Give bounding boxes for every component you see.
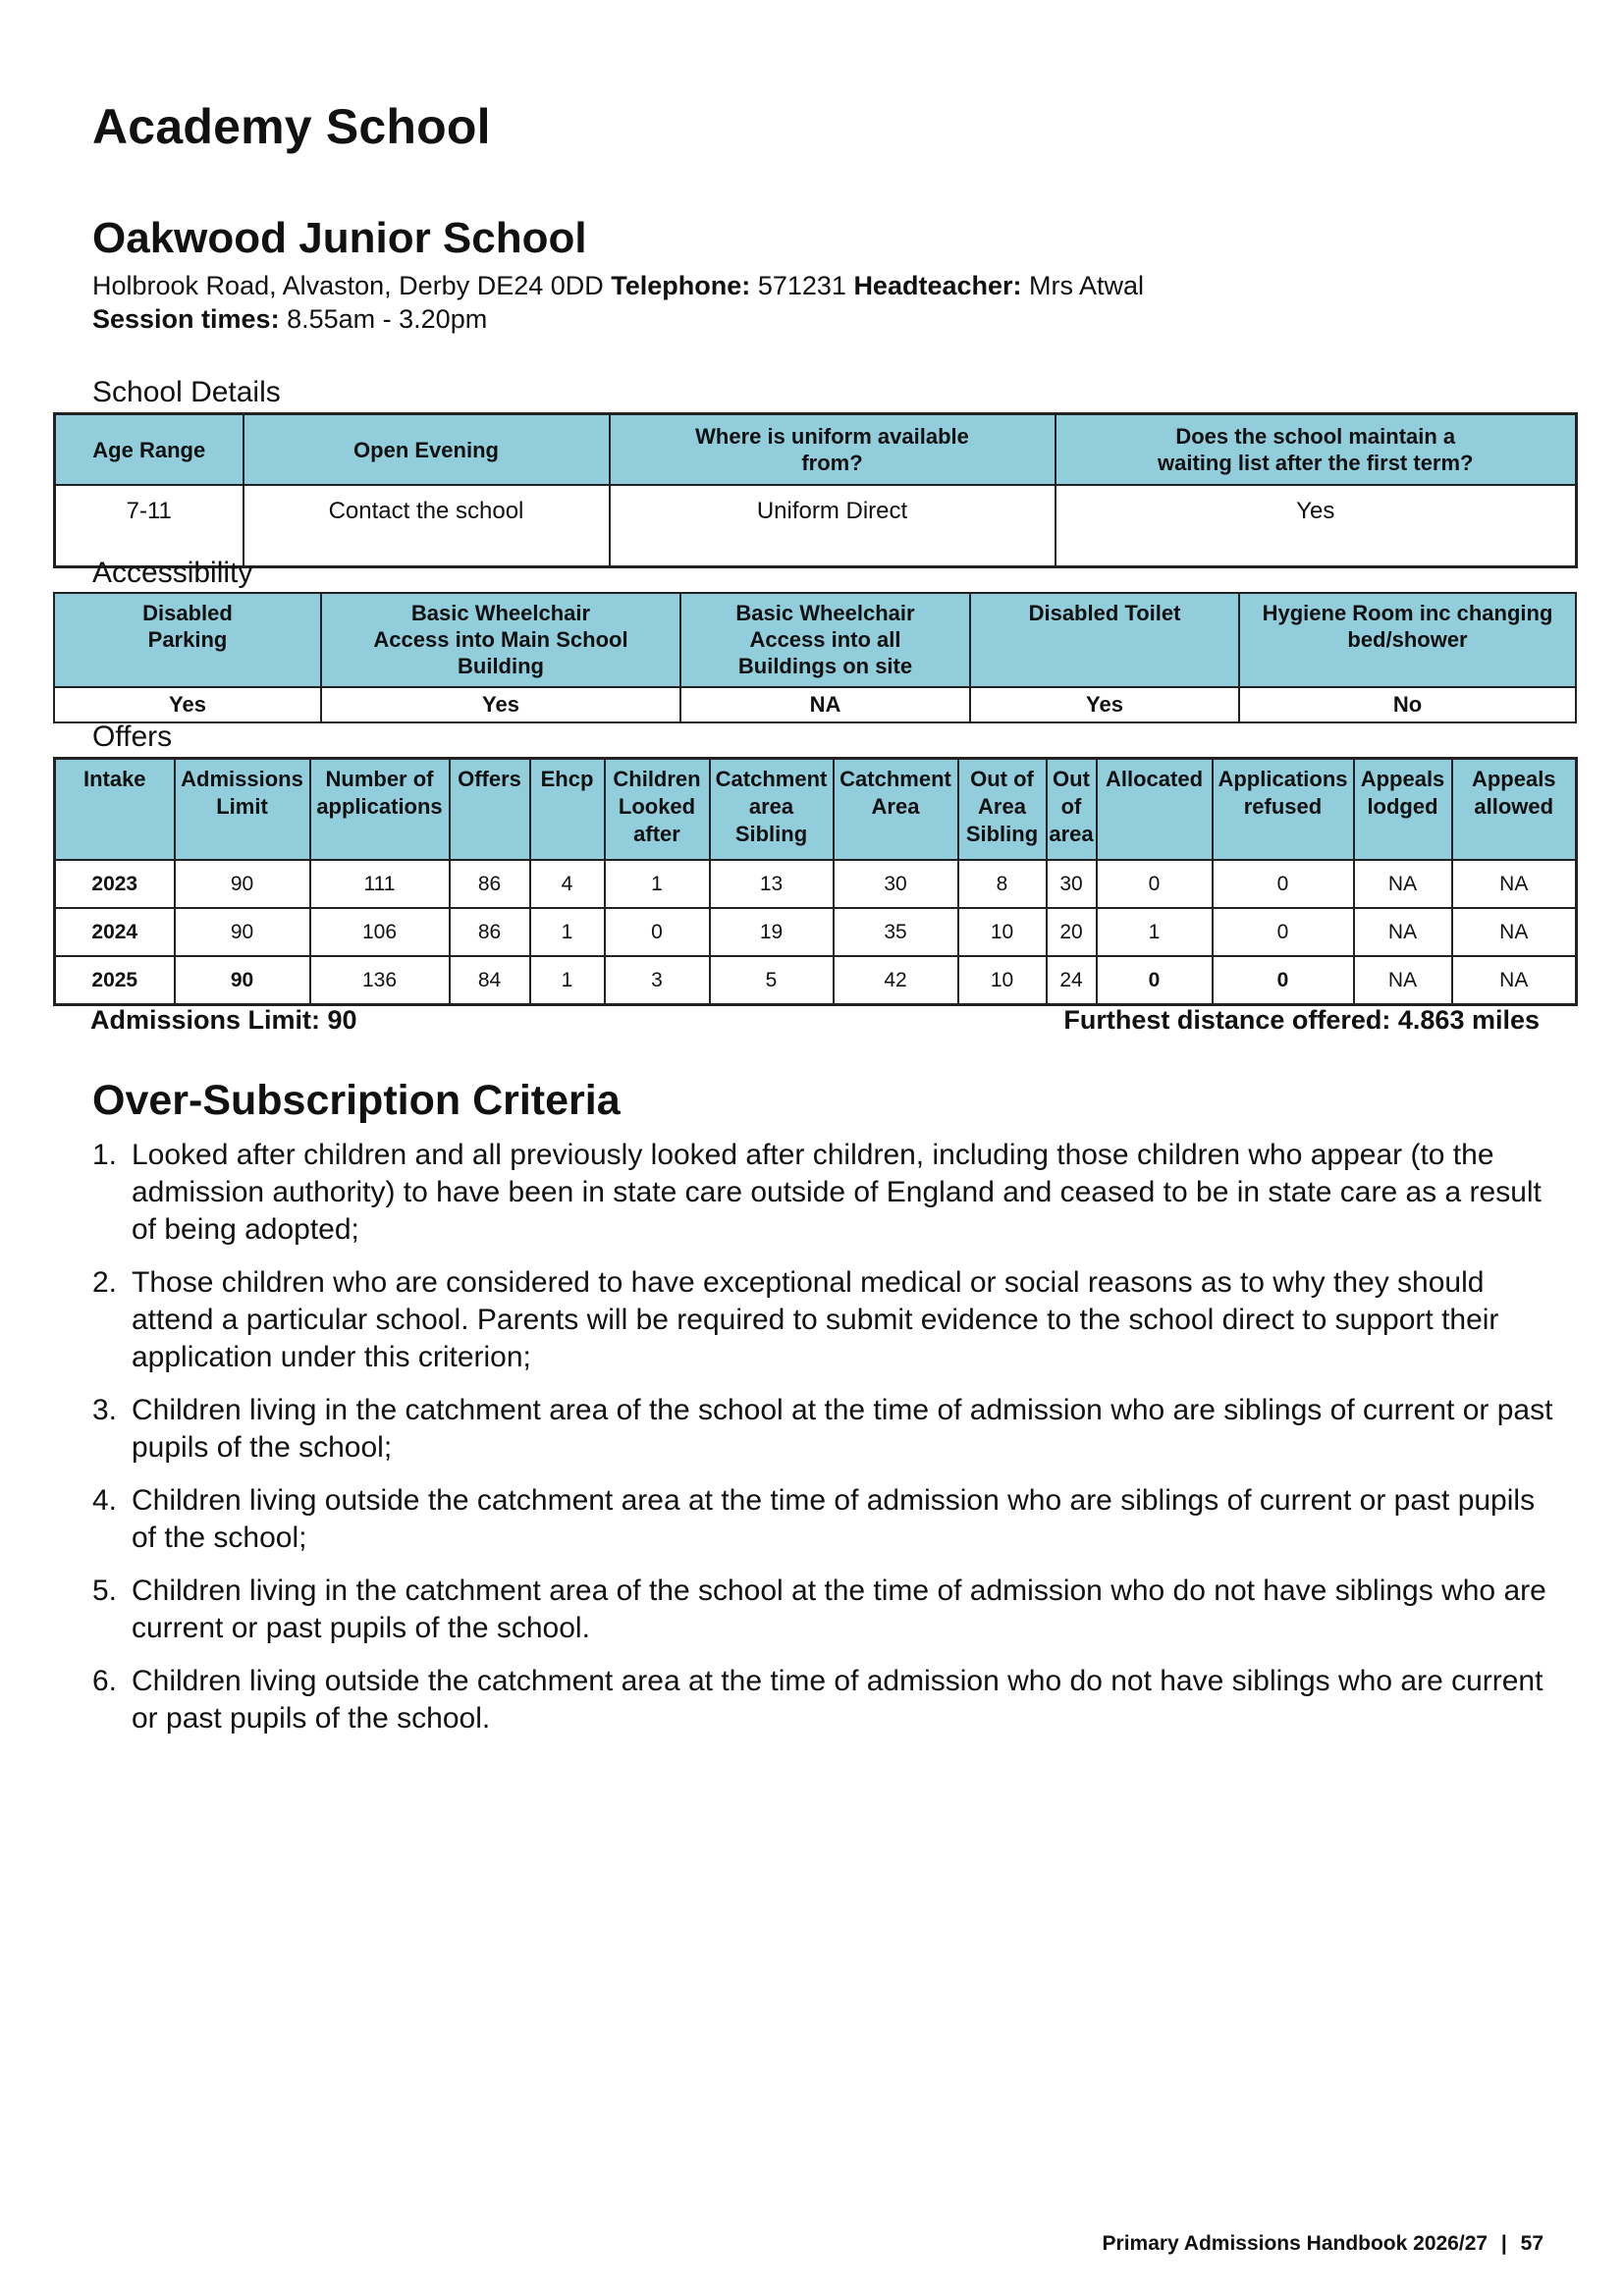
table-cell: 136 — [310, 956, 450, 1005]
table-cell: 84 — [450, 956, 530, 1005]
page-category-title: Academy School — [92, 99, 491, 154]
table-cell: 7-11 — [55, 485, 244, 567]
school-contact-info — [92, 269, 1144, 336]
table-cell: 19 — [710, 908, 834, 956]
table-header: Disabled Parking — [54, 593, 321, 687]
table-header: Catchment Area — [834, 759, 958, 861]
school-address: Holbrook Road, Alvaston, Derby DE24 0DD — [92, 271, 604, 300]
criteria-list — [92, 1137, 1555, 1753]
table-cell: NA — [1452, 956, 1577, 1005]
table-header: Number of applications — [310, 759, 450, 861]
admissions-limit-summary: Admissions Limit: 90 — [90, 1005, 357, 1035]
table-header: Appeals allowed — [1452, 759, 1577, 861]
table-cell: 0 — [1213, 860, 1354, 908]
table-cell: 13 — [710, 860, 834, 908]
session-times: 8.55am - 3.20pm — [287, 304, 488, 334]
table-header: Intake — [55, 759, 175, 861]
table-cell: 2024 — [55, 908, 175, 956]
table-cell: 3 — [605, 956, 710, 1005]
table-header: Catchment area Sibling — [710, 759, 834, 861]
table-header: Hygiene Room inc changing bed/shower — [1239, 593, 1576, 687]
handbook-title: Primary Admissions Handbook 2026/27 — [1102, 2232, 1489, 2255]
page-footer — [1103, 2232, 1543, 2256]
table-cell: 20 — [1047, 908, 1097, 956]
table-cell: 0 — [1213, 908, 1354, 956]
table-cell: 90 — [175, 956, 310, 1005]
footer-separator: | — [1500, 2232, 1507, 2255]
table-header-row — [54, 593, 1576, 687]
list-item — [92, 1264, 1555, 1376]
list-item-text: Children living outside the catchment area at the time of admission who do not have siblings who are current or past pupils of the school. — [132, 1665, 1543, 1735]
offers-label: Offers — [92, 721, 173, 753]
table-header: Does the school maintain a waiting list after the first term? — [1056, 414, 1577, 486]
table-cell: NA — [1354, 860, 1452, 908]
list-item-number: 2. — [92, 1266, 118, 1299]
table-header: Out of Area Sibling — [958, 759, 1047, 861]
table-cell: 2023 — [55, 860, 175, 908]
table-cell: NA — [680, 687, 970, 722]
table-header: Applications refused — [1213, 759, 1354, 861]
list-item-number: 5. — [92, 1575, 118, 1607]
table-cell: 106 — [310, 908, 450, 956]
address-line — [92, 269, 1144, 302]
school-details-label: School Details — [92, 376, 281, 408]
list-item-text: Children living in the catchment area of the school at the time of admission who do not have siblings who are current or past pupils of the school. — [132, 1575, 1546, 1644]
table-cell: 86 — [450, 860, 530, 908]
table-cell: Yes — [1056, 485, 1577, 567]
table-cell: Yes — [54, 687, 321, 722]
table-header: Appeals lodged — [1354, 759, 1452, 861]
table-cell: 30 — [1047, 860, 1097, 908]
table-cell: 0 — [605, 908, 710, 956]
table-cell: 111 — [310, 860, 450, 908]
table-header: Disabled Toilet — [970, 593, 1239, 687]
list-item-number: 3. — [92, 1394, 118, 1426]
list-item — [92, 1392, 1555, 1467]
table-cell: 24 — [1047, 956, 1097, 1005]
table-cell: Contact the school — [244, 485, 610, 567]
session-line — [92, 302, 1144, 336]
table-header: Offers — [450, 759, 530, 861]
table-cell: 0 — [1097, 860, 1213, 908]
table-cell: Yes — [321, 687, 680, 722]
table-header-row — [55, 759, 1577, 861]
table-cell: Yes — [970, 687, 1239, 722]
table-cell: NA — [1354, 908, 1452, 956]
table-cell: 5 — [710, 956, 834, 1005]
table-cell: 4 — [530, 860, 605, 908]
table-cell: 0 — [1097, 956, 1213, 1005]
table-cell: 2025 — [55, 956, 175, 1005]
table-row — [55, 908, 1577, 956]
table-cell: NA — [1452, 860, 1577, 908]
table-cell: 42 — [834, 956, 958, 1005]
criteria-title: Over-Subscription Criteria — [92, 1077, 621, 1124]
list-item-text: Children living outside the catchment area at the time of admission who are siblings of current or past pupils of the school; — [132, 1484, 1536, 1554]
session-label: Session times: — [92, 304, 280, 334]
list-item-number: 6. — [92, 1665, 118, 1697]
school-details-table — [53, 412, 1578, 568]
table-header: Basic Wheelchair Access into Main School Building — [321, 593, 680, 687]
table-row — [54, 687, 1576, 722]
table-cell: 10 — [958, 956, 1047, 1005]
table-row — [55, 956, 1577, 1005]
table-cell: 1 — [530, 908, 605, 956]
list-item-text: Those children who are considered to have exceptional medical or social reasons as to why they should attend a particular school. Parents will be required to submit evidence to the school direct to support their application under this criterion; — [132, 1266, 1499, 1373]
offers-table — [53, 757, 1578, 1006]
page-number: 57 — [1520, 2232, 1543, 2255]
accessibility-table — [53, 592, 1577, 723]
list-item-number: 1. — [92, 1139, 118, 1171]
table-header: Admissions Limit — [175, 759, 310, 861]
list-item — [92, 1573, 1555, 1647]
telephone-label: Telephone: — [611, 271, 751, 300]
telephone-value: 571231 — [757, 271, 846, 300]
table-cell: 35 — [834, 908, 958, 956]
table-header: Age Range — [55, 414, 244, 486]
accessibility-label: Accessibility — [92, 557, 253, 589]
furthest-distance-summary: Furthest distance offered: 4.863 miles — [1063, 1005, 1540, 1035]
table-cell: 30 — [834, 860, 958, 908]
list-item-number: 4. — [92, 1484, 118, 1517]
headteacher-label: Headteacher: — [853, 271, 1022, 300]
table-header: Out of area — [1047, 759, 1097, 861]
table-header: Where is uniform available from? — [610, 414, 1056, 486]
table-cell: 10 — [958, 908, 1047, 956]
school-name: Oakwood Junior School — [92, 214, 587, 262]
list-item-text: Children living in the catchment area of the school at the time of admission who are siblings of current or past pupils of the school; — [132, 1394, 1553, 1464]
list-item-text: Looked after children and all previously looked after children, including those children who appear (to the admission authority) to have been in state care outside of England and ceased to be in state care as a result of being adopted; — [132, 1139, 1542, 1246]
table-cell: 1 — [605, 860, 710, 908]
table-cell: Uniform Direct — [610, 485, 1056, 567]
table-cell: NA — [1452, 908, 1577, 956]
table-row — [55, 485, 1577, 567]
table-header: Ehcp — [530, 759, 605, 861]
list-item — [92, 1137, 1555, 1249]
table-cell: 1 — [530, 956, 605, 1005]
table-cell: 86 — [450, 908, 530, 956]
list-item — [92, 1482, 1555, 1557]
table-header: Open Evening — [244, 414, 610, 486]
table-cell: 90 — [175, 860, 310, 908]
table-cell: NA — [1354, 956, 1452, 1005]
table-cell: 1 — [1097, 908, 1213, 956]
table-header: Children Looked after — [605, 759, 710, 861]
table-header-row — [55, 414, 1577, 486]
table-cell: 8 — [958, 860, 1047, 908]
table-cell: 0 — [1213, 956, 1354, 1005]
headteacher-value: Mrs Atwal — [1029, 271, 1145, 300]
table-header: Basic Wheelchair Access into all Buildings on site — [680, 593, 970, 687]
table-header: Allocated — [1097, 759, 1213, 861]
list-item — [92, 1663, 1555, 1737]
table-row — [55, 860, 1577, 908]
table-cell: No — [1239, 687, 1576, 722]
table-cell: 90 — [175, 908, 310, 956]
